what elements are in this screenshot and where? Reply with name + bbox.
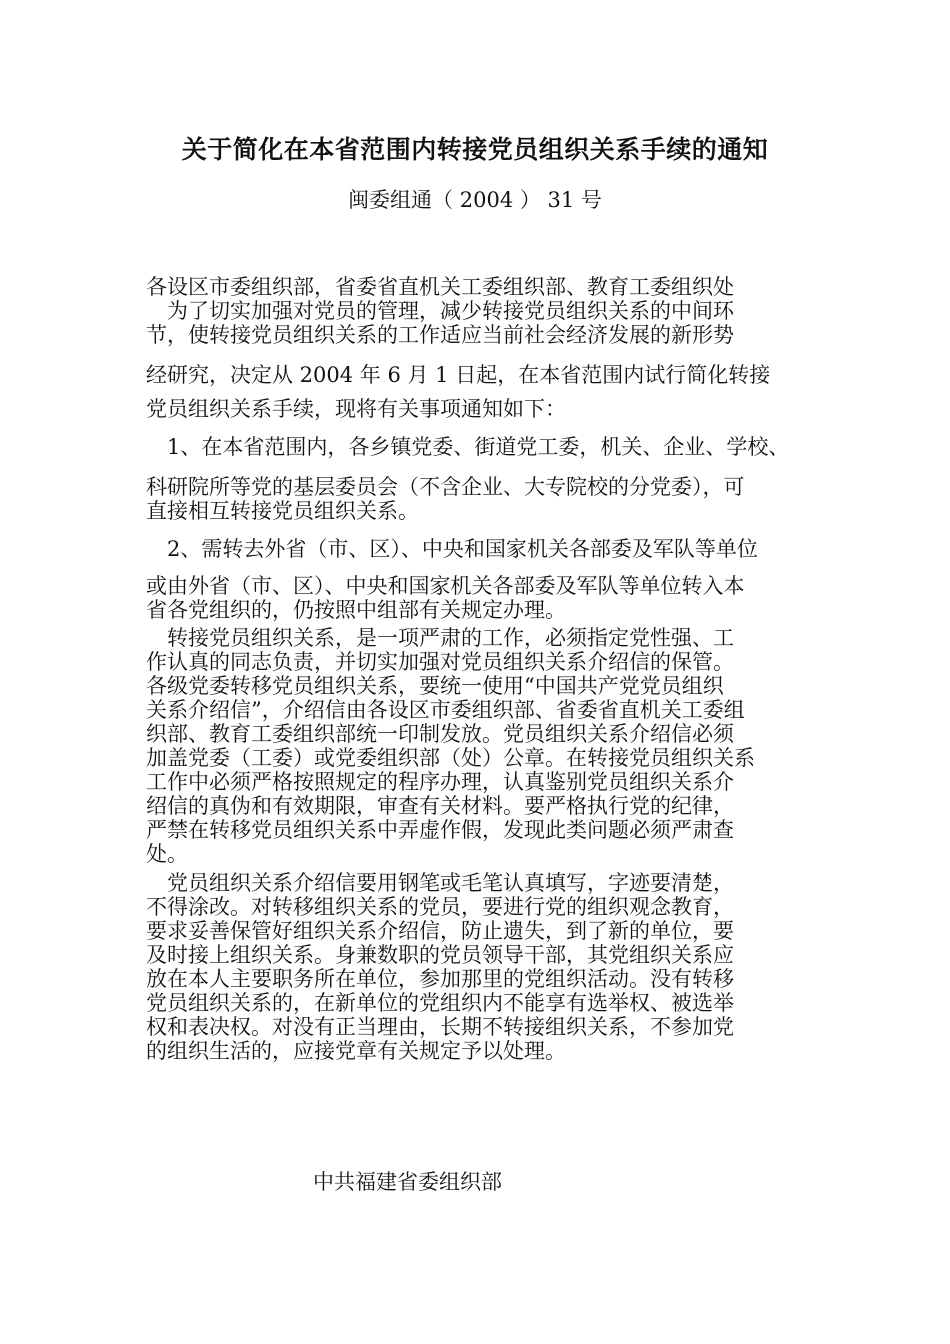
- body-line: 经研究，决定从 2004 年 6 月 1 日起，在本省范围内试行简化转接: [146, 363, 771, 387]
- body-line: 放在本人主要职务所在单位，参加那里的党组织活动。没有转移: [146, 967, 734, 991]
- body-line: 不得涂改。对转移组织关系的党员，要进行党的组织观念教育，: [146, 895, 734, 919]
- body-line: 作认真的同志负责，并切实加强对党员组织关系介绍信的保管。: [146, 650, 734, 674]
- body-line: 为了切实加强对党员的管理，减少转接党员组织关系的中间环: [146, 299, 734, 323]
- body-line: 加盖党委（工委）或党委组织部（处）公章。在转接党员组织关系: [146, 746, 755, 770]
- body-line: 及时接上组织关系。身兼数职的党员领导干部，其党组织关系应: [146, 943, 734, 967]
- body-line: 要求妥善保管好组织关系介绍信，防止遗失，到了新的单位，要: [146, 919, 734, 943]
- signature: 中共福建省委组织部: [313, 1170, 502, 1194]
- body-line: 各级党委转移党员组织关系，要统一使用“中国共产党党员组织: [146, 674, 724, 698]
- body-line: 严禁在转移党员组织关系中弄虚作假，发现此类问题必须严肃查: [146, 818, 734, 842]
- body-line: 各设区市委组织部，省委省直机关工委组织部、教育工委组织处: [146, 275, 734, 299]
- body-line: 省各党组织的，仍按照中组部有关规定办理。: [146, 598, 566, 622]
- body-line: 处。: [146, 842, 188, 866]
- document-number: 闽委组通（ 2004 ） 31 号: [348, 188, 602, 212]
- body-line: 或由外省（市、区）、中央和国家机关各部委及军队等单位转入本: [146, 574, 745, 598]
- body-line: 科研院所等党的基层委员会（不含企业、大专院校的分党委），可: [146, 475, 745, 499]
- body-line: 1、在本省范围内，各乡镇党委、街道党工委，机关、企业、学校、: [146, 435, 790, 459]
- body-line: 权和表决权。对没有正当理由，长期不转接组织关系，不参加党: [146, 1015, 734, 1039]
- body-line: 转接党员组织关系，是一项严肃的工作，必须指定党性强、工: [146, 626, 734, 650]
- body-line: 党员组织关系介绍信要用钢笔或毛笔认真填写，字迹要清楚，: [146, 871, 734, 895]
- body-line: 工作中必须严格按照规定的程序办理，认真鉴别党员组织关系介: [146, 770, 734, 794]
- body-line: 的组织生活的，应接党章有关规定予以处理。: [146, 1039, 566, 1063]
- body-line: 织部、教育工委组织部统一印制发放。党员组织关系介绍信必须: [146, 722, 734, 746]
- body-line: 党员组织关系手续，现将有关事项通知如下：: [146, 397, 566, 421]
- body-line: 2、需转去外省（市、区）、中央和国家机关各部委及军队等单位: [146, 537, 758, 561]
- body-line: 直接相互转接党员组织关系。: [146, 499, 419, 523]
- body-line: 节，使转接党员组织关系的工作适应当前社会经济发展的新形势: [146, 323, 734, 347]
- body-line: 关系介绍信”，介绍信由各设区市委组织部、省委省直机关工委组: [146, 698, 745, 722]
- body-line: 党员组织关系的，在新单位的党组织内不能享有选举权、被选举: [146, 991, 734, 1015]
- document-title: 关于简化在本省范围内转接党员组织关系手续的通知: [181, 135, 769, 164]
- body-line: 绍信的真伪和有效期限，审查有关材料。要严格执行党的纪律，: [146, 794, 734, 818]
